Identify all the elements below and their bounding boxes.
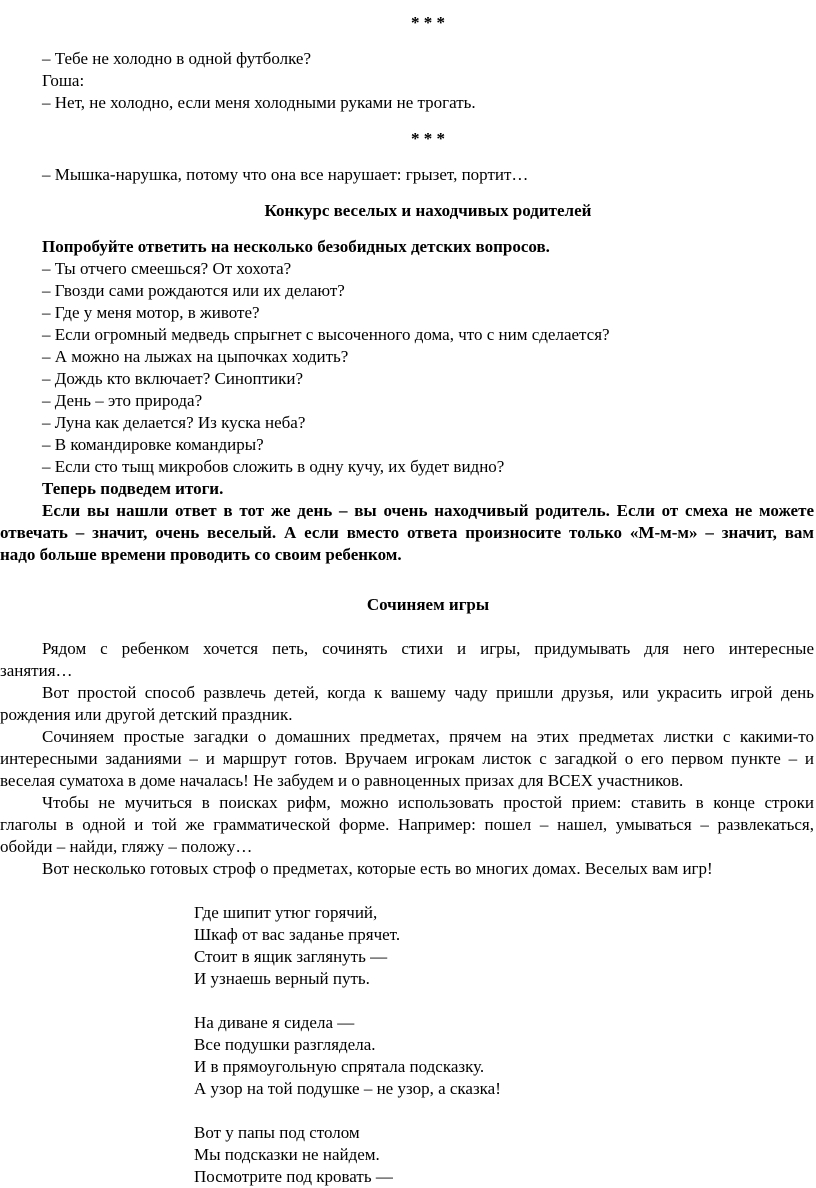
verse-line: Мы подсказки не найдем. [194, 1145, 380, 1164]
results-line: надо больше времени проводить со своим ребенком. [0, 545, 402, 564]
dialog-block [42, 48, 814, 114]
results-text [0, 500, 814, 566]
paragraph-line: занятия… [0, 661, 73, 680]
paragraph-line: веселая суматоха в доме началась! Не забудем и о равноценных призах для ВСЕХ участников. [0, 771, 684, 790]
paragraph-line: Чтобы не мучиться в поисках рифм, можно использовать простой прием: ставить в конце строки [42, 793, 814, 812]
verse-line: А узор на той подушке – не узор, а сказка! [194, 1079, 501, 1098]
question-item: – День – это природа? [42, 391, 203, 410]
verse-line: Где шипит утюг горячий, [194, 903, 378, 922]
paragraph-line: Рядом с ребенком хочется петь, сочинять стихи и игры, придумывать для него интересные [42, 639, 814, 658]
paragraph-line: рождения или другой детский праздник. [0, 705, 293, 724]
question-item: – В командировке командиры? [42, 435, 264, 454]
results-line: отвечать – значит, очень веселый. А если вместо ответа произносите только «М-м-м» – значит, вам [0, 523, 814, 542]
contest-title: Конкурс веселых и находчивых родителей [264, 201, 592, 220]
paragraph-line: Вот несколько готовых строф о предметах, которые есть во многих домах. Веселых вам игр! [42, 859, 713, 878]
dialog-line: – Нет, не холодно, если меня холодными руками не трогать. [42, 93, 476, 112]
verse-line: Все подушки разглядела. [194, 1035, 376, 1054]
paragraph-line: Вот простой способ развлечь детей, когда к вашему чаду пришли друзья, или украсить игрой день [42, 683, 814, 702]
question-item: – Ты отчего смеешься? От хохота? [42, 259, 292, 278]
verse-line: И узнаешь верный путь. [194, 969, 370, 988]
paragraph [0, 682, 814, 726]
paragraph-line: глаголы в одной и той же грамматической форме. Например: пошел – нашел, умываться – развлекаться, [0, 815, 814, 834]
verse-line: И в прямоугольную спрятала подсказку. [194, 1057, 485, 1076]
questions-list [42, 258, 814, 478]
verse-line: Посмотрите под кровать — [194, 1167, 393, 1186]
paragraph [0, 792, 814, 858]
verse-line: Шкаф от вас заданье прячет. [194, 925, 401, 944]
paragraph [0, 858, 814, 880]
games-paragraphs [0, 638, 814, 880]
contest-intro: Попробуйте ответить на несколько безобидных детских вопросов. [42, 237, 550, 256]
paragraph-line: обойди – найди, гляжу – положу… [0, 837, 253, 856]
paragraph [0, 638, 814, 682]
verse-stanza [194, 1012, 814, 1100]
question-item: – А можно на лыжах на цыпочках ходить? [42, 347, 349, 366]
question-item: – Если огромный медведь спрыгнет с высоченного дома, что с ним сделается? [42, 325, 610, 344]
results-title: Теперь подведем итоги. [42, 479, 224, 498]
section-separator: * * * [411, 129, 445, 148]
document-page [0, 12, 814, 1188]
dialog-line: – Тебе не холодно в одной футболке? [42, 49, 312, 68]
question-item: – Гвозди сами рождаются или их делают? [42, 281, 345, 300]
verse-stanza [194, 902, 814, 990]
question-item: – Луна как делается? Из куска неба? [42, 413, 306, 432]
verse-stanza [194, 1122, 814, 1188]
question-item: – Если сто тыщ микробов сложить в одну кучу, их будет видно? [42, 457, 505, 476]
question-item: – Где у меня мотор, в животе? [42, 303, 260, 322]
verse-block [42, 902, 814, 1188]
verse-line: Стоит в ящик заглянуть — [194, 947, 388, 966]
results-line: Если вы нашли ответ в тот же день – вы очень находчивый родитель. Если от смеха не можете [42, 501, 814, 520]
dialog-line: Гоша: [42, 71, 85, 90]
verse-line: Вот у папы под столом [194, 1123, 360, 1142]
verse-line: На диване я сидела — [194, 1013, 355, 1032]
paragraph [0, 726, 814, 792]
games-title: Сочиняем игры [366, 595, 490, 614]
question-item: – Дождь кто включает? Синоптики? [42, 369, 304, 388]
paragraph-line: Сочиняем простые загадки о домашних предметах, прячем на этих предметах листки с какими-то [42, 727, 814, 746]
mouse-line: – Мышка-нарушка, потому что она все нарушает: грызет, портит… [42, 165, 529, 184]
section-separator: * * * [411, 13, 445, 32]
paragraph-line: интересными заданиями – и маршрут готов. Вручаем игрокам листок с загадкой о его первом пункте – и [0, 749, 814, 768]
